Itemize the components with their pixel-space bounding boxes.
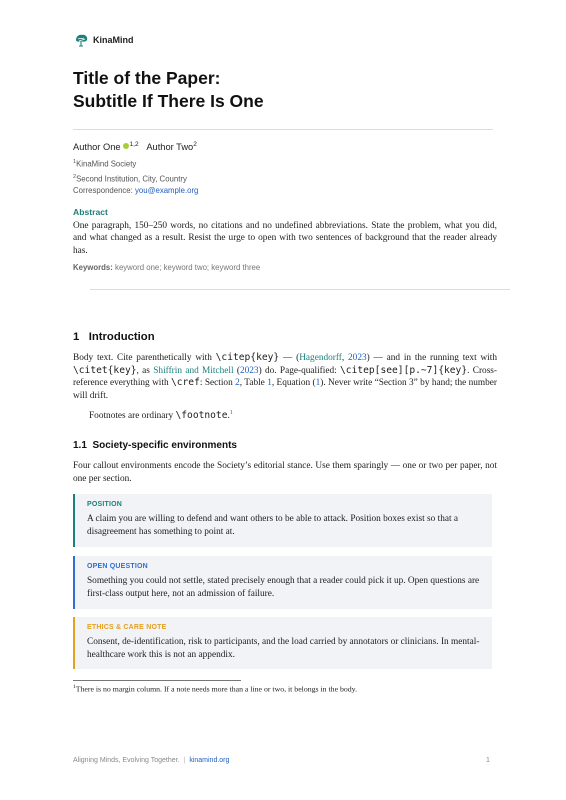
- callout-open-question: [73, 556, 492, 609]
- callout-label: POSITION: [87, 501, 123, 508]
- affiliations: [73, 156, 198, 197]
- page-footer: [73, 757, 229, 764]
- subsection-number: 1.1: [73, 440, 87, 451]
- brain-leaf-icon: [73, 33, 89, 47]
- text-run: ) do. Page-qualified:: [258, 365, 341, 376]
- code-citep-page: \citep[see][p.~7]{key}: [340, 364, 468, 376]
- footer-tagline: Aligning Minds, Evolving Together.: [73, 757, 180, 764]
- affiliation-2-sup: 2: [73, 173, 77, 180]
- author-2[interactable]: Author Two: [146, 142, 194, 153]
- code-citet: \citet{key}: [73, 364, 137, 376]
- paper-title: [73, 67, 493, 113]
- callout-text: Consent, de-identification, risk to participants, and the load carried by annotators or clinicians. In mental-healthcare work this is not an appendix.: [87, 637, 480, 660]
- text-run: , as: [136, 365, 154, 376]
- author-2-affil: 2: [193, 141, 197, 148]
- footer-separator: |: [183, 757, 186, 764]
- code-citep: \citep{key}: [215, 352, 280, 363]
- text-run: ). Never write “Section 3” by hand; the number will drift.: [73, 378, 498, 401]
- callout-label: ETHICS & CARE NOTE: [87, 624, 167, 631]
- keywords: [73, 263, 260, 272]
- intro-paragraph-2: [73, 407, 497, 423]
- text-run: (: [233, 365, 240, 376]
- text-run: . Cross-reference everything with: [73, 365, 498, 389]
- abstract-divider: [90, 289, 510, 290]
- keywords-text: keyword one; keyword two; keyword three: [115, 263, 261, 272]
- subsection-heading: [73, 440, 237, 451]
- affiliation-1-text: KinaMind Society: [76, 159, 137, 169]
- correspondence-label: Correspondence:: [73, 186, 133, 196]
- text-run: , Equation (: [271, 378, 316, 389]
- subsection-title: Society-specific environments: [92, 440, 237, 451]
- brand-header: [73, 33, 134, 47]
- footer-website-link[interactable]: kinamind.org: [189, 757, 230, 764]
- code-footnote: \footnote: [175, 410, 228, 422]
- correspondence: [73, 185, 198, 197]
- text-run: , Table: [239, 378, 268, 389]
- callout-text: A claim you are willing to defend and want others to be able to attack. Position boxes exist so that a disagreement has something to point at.: [87, 514, 459, 537]
- author-list: [73, 141, 197, 152]
- equation-ref-link[interactable]: 1: [315, 378, 321, 389]
- footnote-number: 1: [73, 684, 76, 690]
- section-number: 1: [73, 331, 80, 343]
- affiliation-1: [73, 156, 198, 171]
- title-divider: [73, 129, 493, 130]
- citation-year-link[interactable]: 2023: [348, 353, 367, 363]
- callout-position: [73, 494, 492, 547]
- citation-link[interactable]: Hagendorff: [299, 353, 342, 363]
- text-run: .: [227, 411, 230, 422]
- intro-paragraph-1: [73, 352, 497, 402]
- affiliation-2: [73, 171, 198, 186]
- subsection-paragraph: Four callout environments encode the Society’s editorial stance. Use them sparingly — one or two per paper, not one per section.: [73, 461, 497, 484]
- text-run: ) — and in the running text with: [366, 353, 497, 363]
- author-1[interactable]: Author One: [73, 142, 121, 153]
- correspondence-email-link[interactable]: you@example.org: [135, 186, 199, 196]
- text-run: — (: [279, 353, 300, 363]
- orcid-icon[interactable]: [123, 143, 129, 149]
- callout-label: OPEN QUESTION: [87, 563, 148, 570]
- affiliation-2-text: Second Institution, City, Country: [76, 174, 187, 184]
- citation-year-link[interactable]: 2023: [239, 365, 259, 376]
- abstract-text: One paragraph, 150–250 words, no citations and no undefined abbreviations. State the problem, what you did, and what changed as a result. Resist the urge to open with two sentences of background that the reader already has.: [73, 221, 497, 256]
- footnote: [73, 684, 357, 694]
- title-line-1: Title of the Paper:: [73, 68, 221, 88]
- footnote-marker-link[interactable]: 1: [229, 410, 233, 416]
- text-run: : Section: [199, 378, 236, 389]
- brand-name: KinaMind: [93, 35, 134, 45]
- callout-text: Something you could not settle, stated precisely enough that a reader could pick it up. Open questions are first-class output here, not an admission of failure.: [87, 576, 480, 599]
- code-cref: \cref: [170, 377, 200, 389]
- abstract-heading: Abstract: [73, 207, 108, 217]
- keywords-label: Keywords:: [73, 263, 113, 272]
- callout-ethics-care: [73, 617, 492, 669]
- section-ref-link[interactable]: 2: [235, 378, 240, 389]
- page-number: 1: [486, 757, 490, 764]
- section-heading-introduction: [73, 331, 155, 343]
- footnote-text: There is no margin column. If a note needs more than a line or two, it belongs in the body.: [75, 684, 358, 694]
- table-ref-link[interactable]: 1: [267, 378, 272, 389]
- title-line-2: Subtitle If There Is One: [73, 91, 264, 111]
- text-run: Footnotes are ordinary: [89, 411, 176, 422]
- footnote-rule: [73, 680, 241, 681]
- citation-link[interactable]: Shiffrin and Mitchell: [153, 365, 234, 376]
- text-run: ,: [341, 353, 349, 363]
- affiliation-1-sup: 1: [73, 159, 77, 165]
- text-run: Body text. Cite parenthetically with: [73, 353, 216, 363]
- author-1-affil: 1,2: [129, 141, 139, 148]
- section-title: Introduction: [88, 331, 155, 343]
